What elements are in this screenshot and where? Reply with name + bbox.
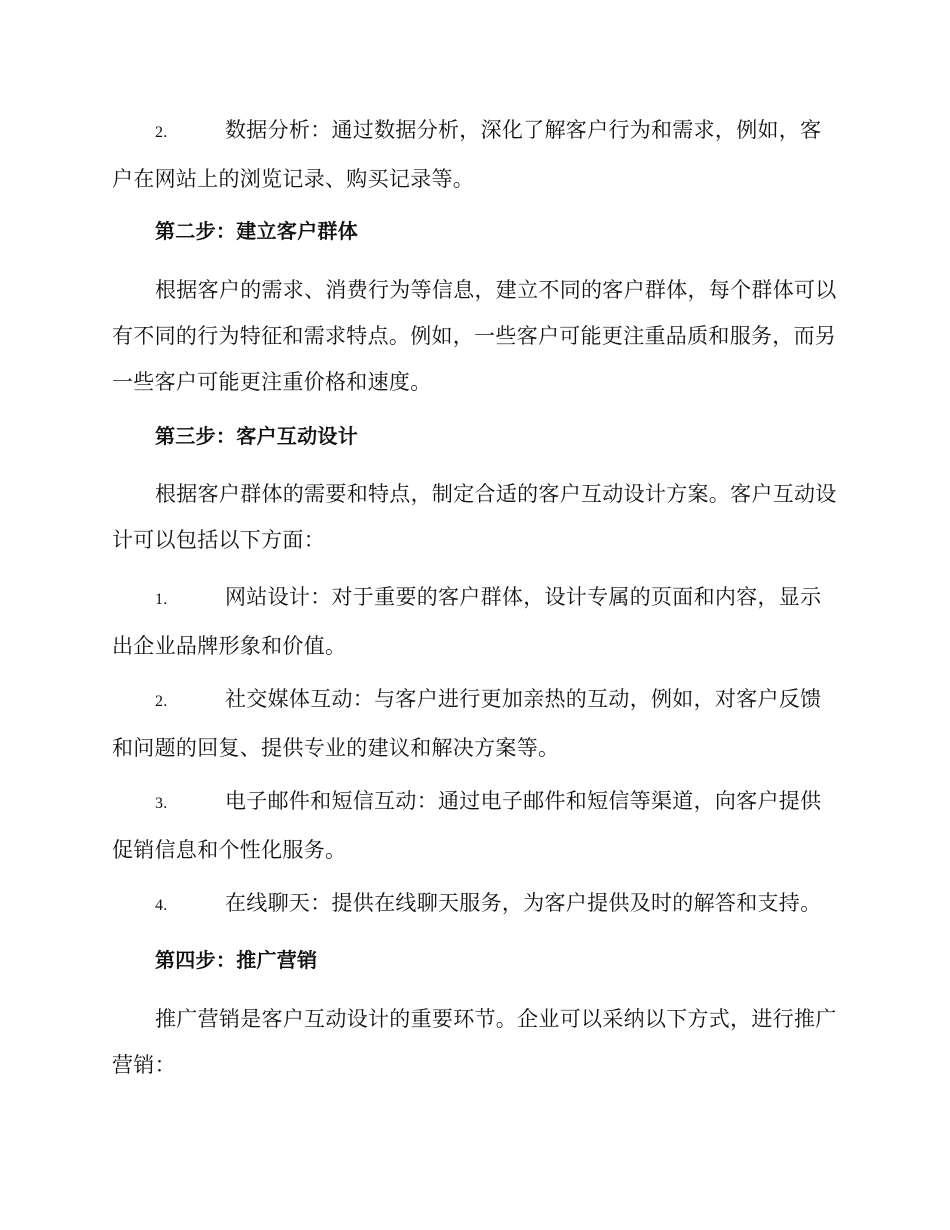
paragraph-step-3: 根据客户群体的需要和特点，制定合适的客户互动设计方案。客户互动设计可以包括以下方面： [112, 482, 837, 552]
list-number: 2. [155, 693, 168, 710]
list-item-email-sms [112, 778, 837, 873]
list-number: 3. [155, 795, 168, 812]
list-item-text: 数据分析：通过数据分析，深化了解客户行为和需求，例如，客户在网站上的浏览记录、购买记录等。 [112, 118, 822, 191]
list-item-online-chat [112, 880, 837, 929]
paragraph-step-4: 推广营销是客户互动设计的重要环节。企业可以采纳以下方式，进行推广营销： [112, 1007, 837, 1077]
list-item-text: 社交媒体互动：与客户进行更加亲热的互动，例如，对客户反馈和问题的回复、提供专业的建议和解决方案等。 [112, 687, 822, 760]
paragraph-step-2: 根据客户的需求、消费行为等信息，建立不同的客户群体，每个群体可以有不同的行为特征和需求特点。例如，一些客户可能更注重品质和服务，而另一些客户可能更注重价格和速度。 [112, 278, 837, 394]
section-heading-step-2: 第二步：建立客户群体 [155, 219, 358, 243]
list-item-data-analysis [112, 107, 837, 202]
list-item-website-design [112, 574, 837, 669]
section-heading-step-3: 第三步：客户互动设计 [155, 424, 358, 448]
list-number: 4. [155, 897, 168, 914]
section-heading-step-4: 第四步：推广营销 [155, 948, 318, 972]
list-number: 2. [155, 124, 168, 141]
list-item-text: 网站设计：对于重要的客户群体，设计专属的页面和内容，显示出企业品牌形象和价值。 [112, 585, 822, 658]
list-item-social-media [112, 676, 837, 771]
list-number: 1. [155, 591, 168, 608]
list-item-text: 电子邮件和短信互动：通过电子邮件和短信等渠道，向客户提供促销信息和个性化服务。 [112, 789, 822, 862]
list-item-text: 在线聊天：提供在线聊天服务，为客户提供及时的解答和支持。 [225, 891, 822, 915]
